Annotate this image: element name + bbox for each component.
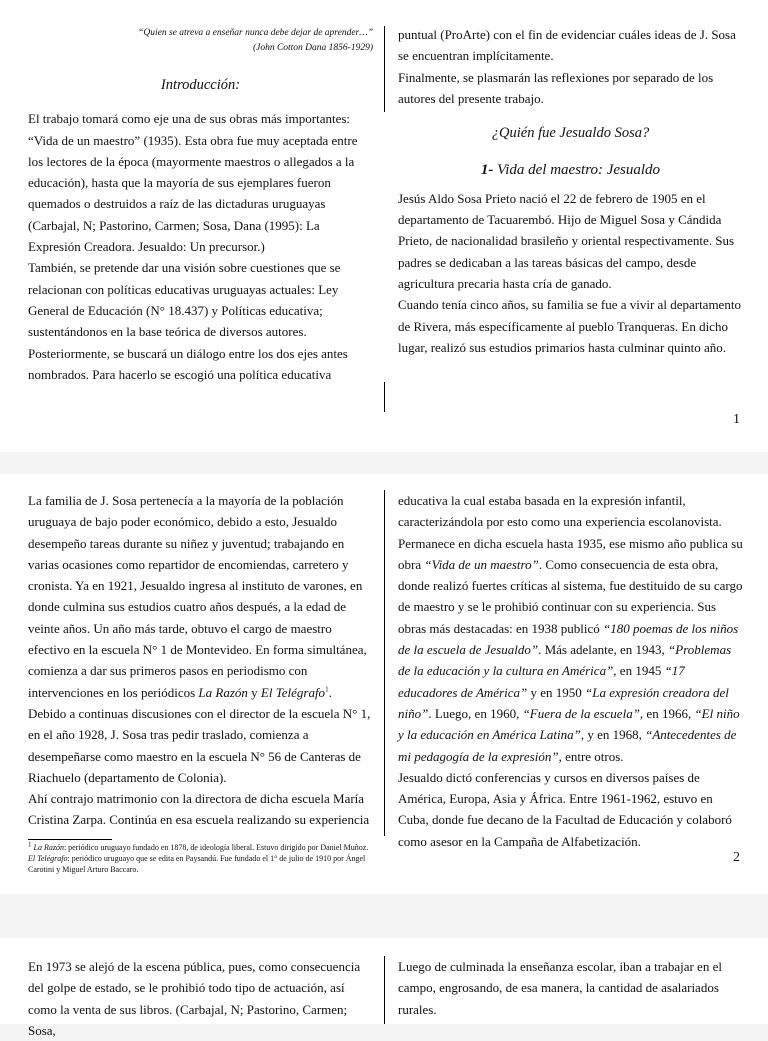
page1-left-column <box>28 26 373 385</box>
works-text: . Más adelante, en 1943, <box>538 642 669 658</box>
work-title: “Antecedentes de mi pedagogía de la expresión” <box>398 727 737 764</box>
conferences-paragraph: Jesualdo dictó conferencias y cursos en diversos países de América, Europa, Asia y África. Entre 1961-1962, estuvo en Cuba, donde fue decano de la Facultad de Educación y colaboró como asesor en la Campaña de Alfabetización. <box>398 769 732 849</box>
page1-right-column <box>398 24 743 358</box>
page2-left-column <box>28 490 373 831</box>
footnote-telegrafo-text: : periódico uruguayo que se edita en Paysandú. Fue fundado el 1° de julio de 1910 por Ángel Carotini y Miguel Arturo Baccaro. <box>28 854 366 874</box>
footnote-razon-text: : periódico uruguayo fundado en 1878, de ideología liberal. Estuvo dirigido por Daniel Muñoz. <box>63 843 369 852</box>
epigraph <box>28 26 373 55</box>
page2-right-column <box>398 490 743 852</box>
coup-paragraph: En 1973 se alejó de la escena pública, pues, como consecuencia del golpe de estado, se le prohibió todo tipo de actuación, así como la venta de sus libros. (Carbajal, N; Pastorino, Carmen; Sosa, <box>28 959 361 1038</box>
family-text: La familia de J. Sosa pertenecía a la mayoría de la población uruguaya de bajo poder económico, debido a esto, Jesualdo desempeño tareas durante su niñez y juventud; trabajando en varias ocasiones como repartidor de encomiendas, carretero y cronista. Ya en 1921, Jesualdo ingresa al instituto de varones, en donde culmina sus estudios cuatro años después, a la edad de veinte años. Un año más tarde, obtuvo el cargo de maestro efectivo en la escuela N° 1 de Montevideo. En forma simultánea, comienza a dar sus primeros pasos en periodismo con intervenciones en los periódicos <box>28 493 367 700</box>
document-page-1 <box>0 0 768 452</box>
column-divider <box>384 490 385 836</box>
work-title: “El niño y la educación en América Latina” <box>398 705 740 743</box>
chapter-number: 1- <box>480 162 494 179</box>
bio-paragraph-1: Jesús Aldo Sosa Prieto nació el 22 de febrero de 1905 en el departamento de Tacuarembó. Hijo de Miguel Sosa y Cándida Prieto, de nacionalidad brasileño y oriental respectivamente. Sus padres se dedicaban a las tareas básicas del campo, desde agricultura precaria hasta cría de ganado. <box>398 190 735 291</box>
rural-paragraph: Luego de culminada la enseñanza escolar, iban a trabajar en el campo, engrosando, de esa manera, la cantidad de asalariados rurales. <box>398 959 722 1017</box>
family-paragraph <box>28 490 373 703</box>
transfer-paragraph: Debido a continuas discusiones con el director de la escuela N° 1, en el año 1928, J. Sosa tras pedir traslado, comienza a desempeñarse como maestro en la escuela N° 56 de Canteras de Riachuelo (departamento de Colonia). <box>28 705 371 785</box>
period-text: . <box>328 684 332 700</box>
intro-paragraph-2: También, se pretende dar una visión sobre cuestiones que se relacionan con políticas educativas uruguayas actuales: Ley General de Educación (N° 18.437) y Políticas educativa; sustentándonos en la base teórica de diversos autores. Posteriormente, se buscará un diálogo entre los dos ejes antes nombrados. Para hacerlo se escogió una política educativa <box>28 260 348 382</box>
footnote-telegrafo: El Telégrafo <box>28 854 68 863</box>
works-text: , en 1945 <box>613 663 665 679</box>
footnote <box>28 842 373 875</box>
footnote-rule <box>28 839 112 840</box>
work-title: “17 educadores de América” <box>398 663 685 700</box>
column-divider <box>384 956 385 1024</box>
right-paragraph-1: puntual (ProArte) con el fin de evidenciar cuáles ideas de J. Sosa se encuentran implícitamente. <box>398 27 736 64</box>
intro-paragraph-1: El trabajo tomará como eje una de sus obras más importantes: “Vida de un maestro” (1935). Esta obra fue muy aceptada entre los lectores de la época (mayormente maestros o allegados a la educación), hasta que la mayoría de sus ejemplares fueron quemados o destruidos a raíz de las dictaduras uruguayas (Carbajal, N; Pastorino, Carmen; Sosa, Dana (1995): La Expresión Creadora. Jesualdo: Un precursor.) <box>28 111 358 255</box>
la-razon-title: La Razón <box>198 684 248 700</box>
marriage-paragraph: Ahí contrajo matrimonio con la directora de dicha escuela María Cristina Zarpa. Continúa en esa escuela realizando su experiencia <box>28 791 370 828</box>
epigraph-author: (John Cotton Dana 1856-1929) <box>252 42 373 53</box>
page3-left-column <box>28 956 373 1041</box>
question-title: ¿Quién fue Jesualdo Sosa? <box>491 125 650 142</box>
intro-title: Introducción: <box>160 77 241 93</box>
work-title: “Problemas de la educación y la cultura en América” <box>398 642 732 679</box>
epigraph-quote: “Quien se atreva a enseñar nunca debe dejar de aprender…” <box>138 28 373 38</box>
page-number: 2 <box>733 850 740 865</box>
work-title: “180 poemas de los niños de la escuela de Jesualdo” <box>398 620 739 658</box>
document-page-2 <box>0 474 768 894</box>
works-text: . Como consecuencia de esta obra, donde realizó fuertes críticas al sistema, fue destituido de su cargo de maestro y se le prohibió continuar con su experiencia. Sus obras más destacadas: en 1938 publicó <box>398 556 743 636</box>
works-text: y en 1950 <box>527 684 586 700</box>
works-text: , entre otros. <box>558 748 624 764</box>
work-title: “La expresión creadora del niño” <box>398 684 729 721</box>
column-divider <box>384 26 385 112</box>
chapter-title: Vida del maestro: Jesualdo <box>497 162 661 179</box>
work-title: “Fuera de la escuela” <box>522 705 640 721</box>
works-paragraph <box>398 490 743 767</box>
right-paragraph-2: Finalmente, se plasmarán las reflexiones por separado de los autores del presente trabajo. <box>398 69 714 106</box>
column-divider <box>384 382 385 412</box>
el-telegrafo-title: El Telégrafo <box>260 684 326 700</box>
works-text: , y en 1968, <box>580 727 646 743</box>
works-text: , en 1966, <box>639 705 695 721</box>
connector-text: y <box>247 684 261 700</box>
footnote-ref[interactable]: 1 <box>325 685 329 694</box>
document-page-3 <box>0 938 768 1038</box>
bio-paragraph-2: Cuando tenía cinco años, su familia se fue a vivir al departamento de Rivera, más específicamente al pueblo Tranqueras. En dicho lugar, realizó sus estudios primarios hasta culminar quinto año. <box>398 297 741 355</box>
works-text: . Luego, en 1960, <box>428 705 523 721</box>
footnote-razon: La Razón <box>33 843 64 852</box>
page-number: 1 <box>733 412 740 427</box>
work-title: “Vida de un maestro” <box>424 556 539 572</box>
page3-right-column <box>398 956 743 1020</box>
works-text: educativa la cual estaba basada en la expresión infantil, caracterizándola por esto como una experiencia escolanovista. Permanece en dicha escuela hasta 1935, ese mismo año publica su obra <box>398 493 743 572</box>
footnote-number: 1 <box>28 840 32 849</box>
chapter-subtitle <box>398 160 743 181</box>
